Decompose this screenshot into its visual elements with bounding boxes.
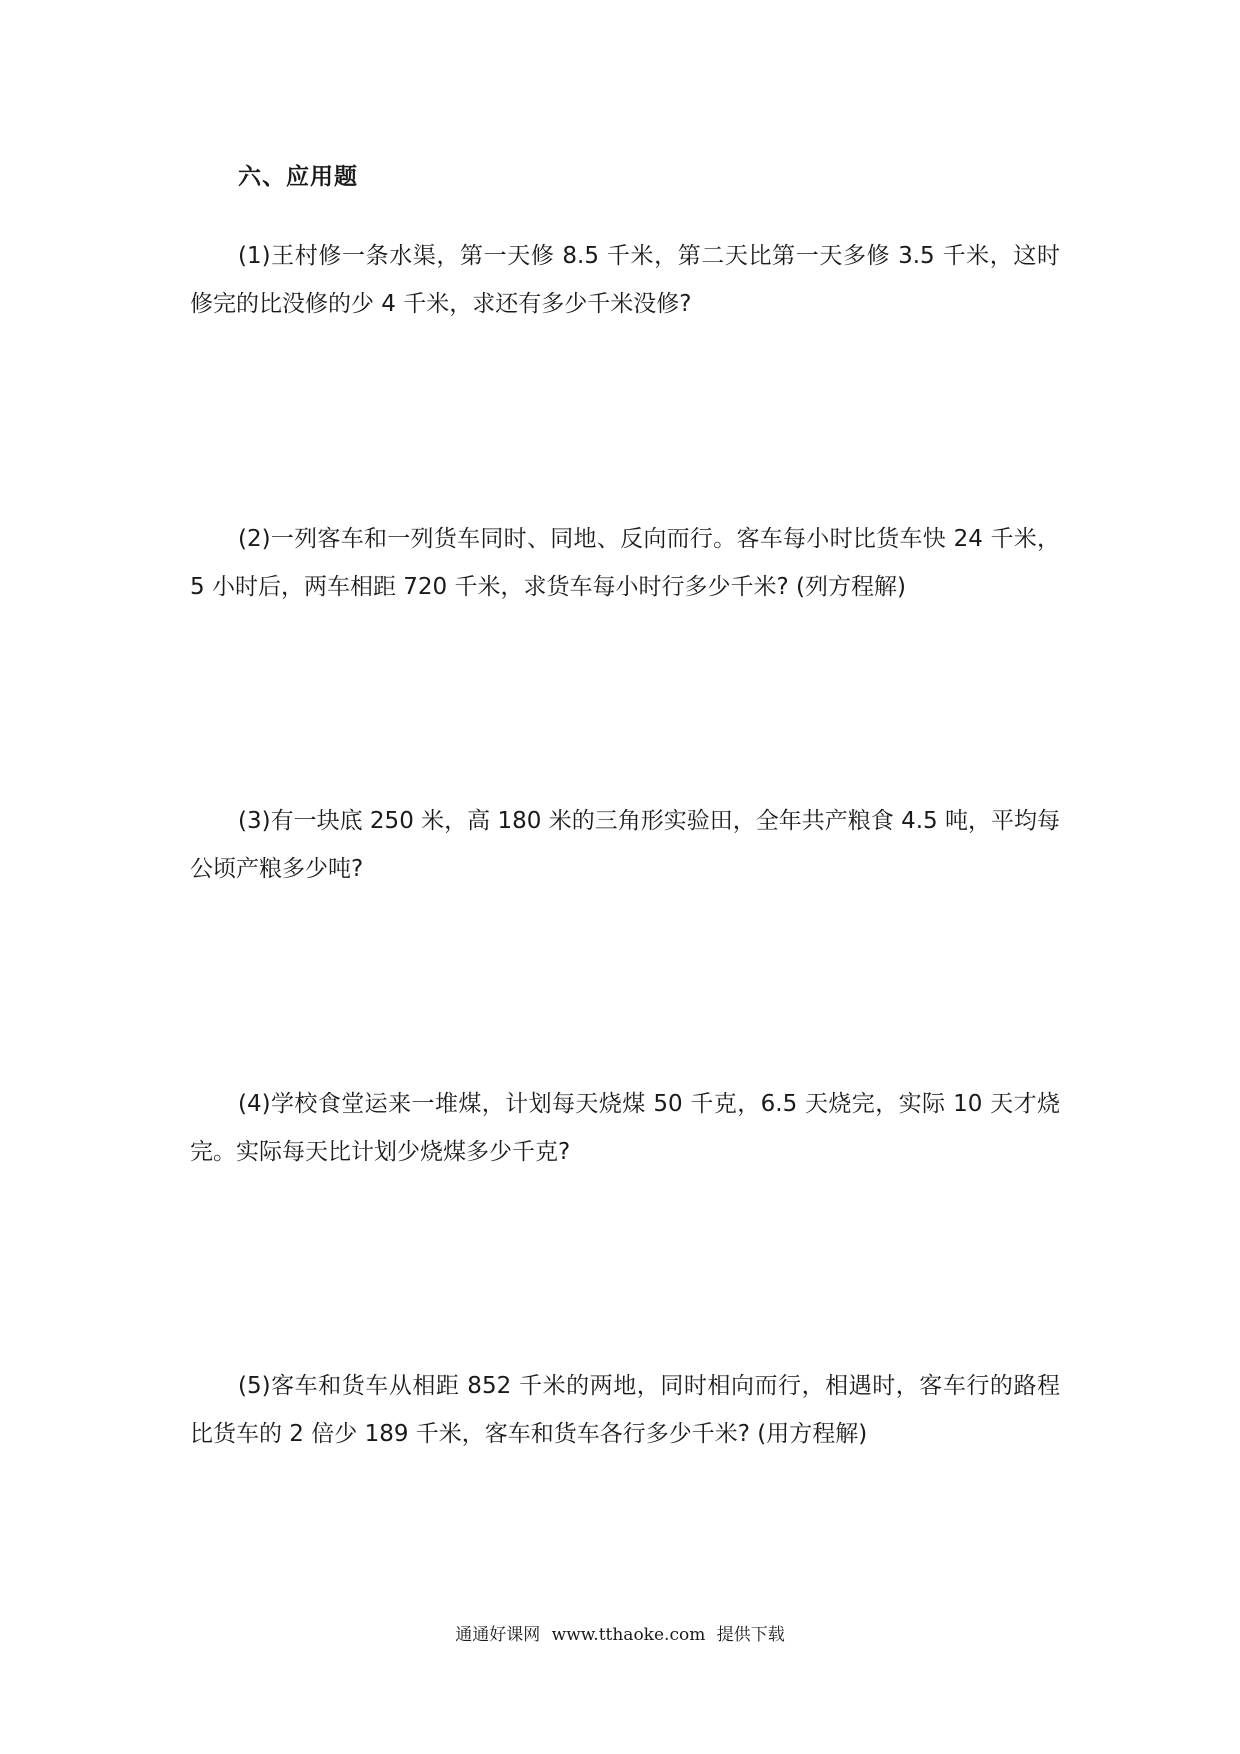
footer-url[interactable]: www.tthaoke.com (551, 1625, 706, 1645)
problem-5: (5)客车和货车从相距 852 千米的两地，同时相向而行，相遇时，客车行的路程比货车的 2 倍少 189 千米，客车和货车各行多少千米? (用方程解) (190, 1373, 1060, 1447)
footer-suffix: 提供下载 (716, 1625, 785, 1645)
page-footer (0, 1620, 1240, 1645)
problem-2: (2)一列客车和一列货车同时、同地、反向而行。客车每小时比货车快 24 千米，5 小时后，两车相距 720 千米，求货车每小时行多少千米? (列方程解) (190, 526, 1060, 600)
problem-1: (1)王村修一条水渠，第一天修 8.5 千米，第二天比第一天多修 3.5 千米，这时修完的比没修的少 4 千米，求还有多少千米没修? (190, 243, 1060, 317)
problem-4: (4)学校食堂运来一堆煤，计划每天烧煤 50 千克，6.5 天烧完，实际 10 天才烧完。实际每天比计划少烧煤多少千克? (190, 1091, 1060, 1165)
problem-3: (3)有一块底 250 米，高 180 米的三角形实验田，全年共产粮食 4.5 吨，平均每公顷产粮多少吨? (190, 808, 1060, 882)
section-title: 六、应用题 (238, 164, 358, 190)
footer-site-name: 通通好课网 (455, 1625, 541, 1645)
